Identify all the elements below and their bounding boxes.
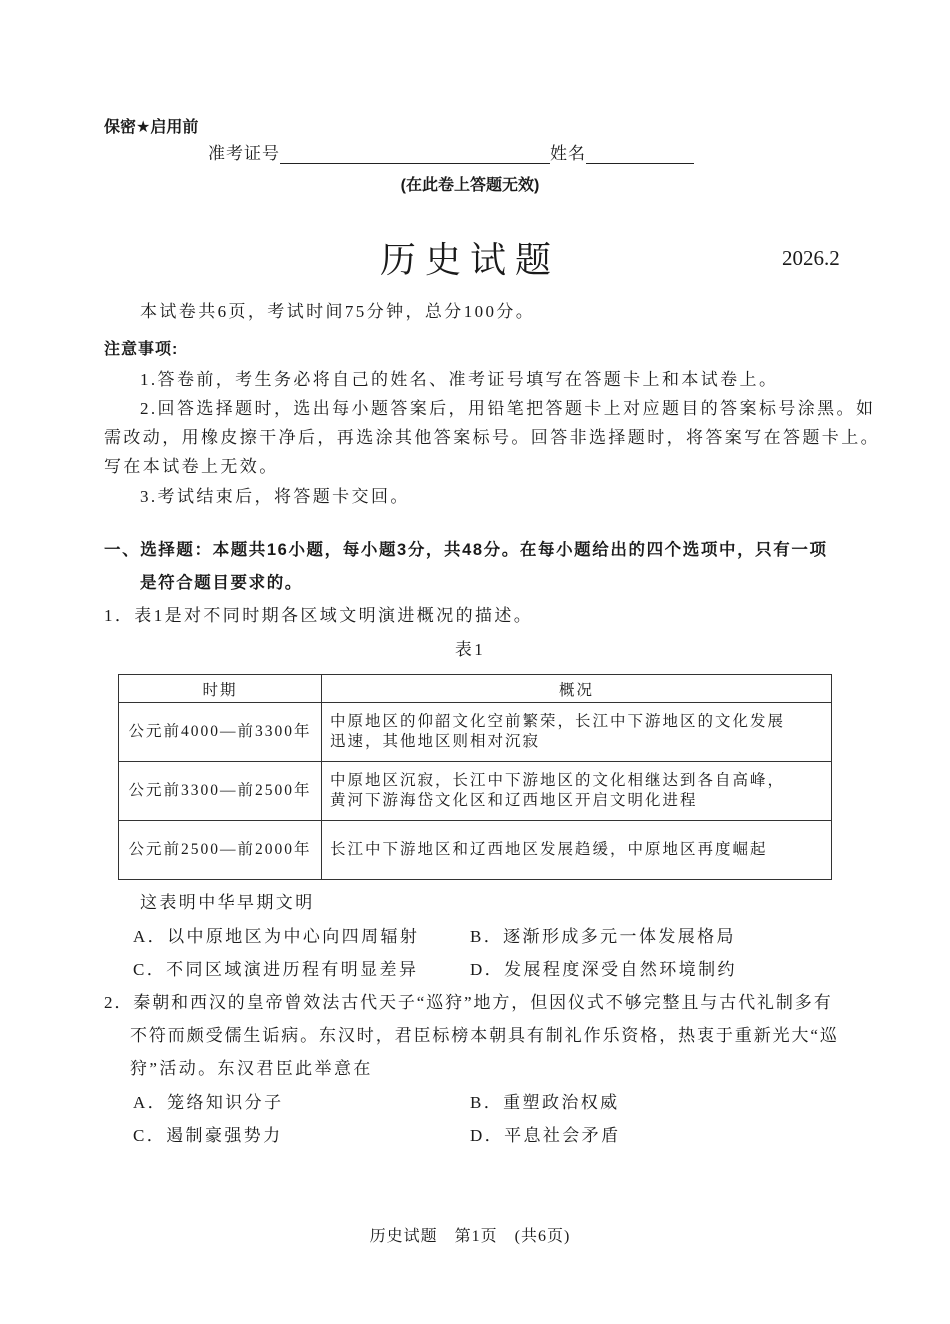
table-row <box>119 703 832 762</box>
name-label: 姓名 <box>550 144 586 163</box>
note-line: 写在本试卷上无效。 <box>104 457 279 476</box>
table-caption: 表1 <box>454 640 486 659</box>
note-line: 2.回答选择题时，选出每小题答案后，用铅笔把答题卡上对应题目的答案标号涂黑。如 <box>140 399 876 418</box>
q1-option-a: A．以中原地区为中心向四周辐射 <box>133 927 420 946</box>
exam-id-row <box>208 144 694 164</box>
note-line: 需改动，用橡皮擦干净后，再选涂其他答案标号。回答非选择题时，将答案写在答题卡上。 <box>104 428 880 447</box>
overview-cell <box>322 821 832 880</box>
exam-id-blank <box>280 145 550 164</box>
page-footer: 历史试题 第1页 (共6页) <box>369 1228 571 1245</box>
period-cell: 公元前2500—前2000年 <box>119 821 322 880</box>
table-row <box>119 821 832 880</box>
table-header-row <box>119 675 832 703</box>
overview-line: 迅速，其他地区则相对沉寂 <box>330 733 541 750</box>
overview-cell <box>322 762 832 821</box>
q1-option-b: B．逐渐形成多元一体发展格局 <box>470 927 736 946</box>
exam-date: 2026.2 <box>782 246 840 270</box>
q2-option-d: D．平息社会矛盾 <box>470 1126 621 1145</box>
notes-heading: 注意事项: <box>104 341 179 358</box>
intro-text: 本试卷共6页，考试时间75分钟，总分100分。 <box>140 302 536 321</box>
q1-stem: 1．表1是对不同时期各区域文明演进概况的描述。 <box>104 606 534 625</box>
q2-stem-line: 狩”活动。东汉君臣此举意在 <box>130 1059 373 1078</box>
q2-stem-line: 2．秦朝和西汉的皇帝曾效法古代天子“巡狩”地方，但因仪式不够完整且与古代礼制多有 <box>104 993 833 1012</box>
q2-option-b: B．重塑政治权威 <box>470 1093 620 1112</box>
page-title: 历史试题 <box>379 239 560 280</box>
q1-question: 这表明中华早期文明 <box>140 893 315 912</box>
note-line: 3.考试结束后，将答题卡交回。 <box>140 487 410 506</box>
period-cell: 公元前4000—前3300年 <box>119 703 322 762</box>
overview-cell <box>322 703 832 762</box>
overview-line: 长江中下游地区和辽西地区发展趋缓，中原地区再度崛起 <box>330 841 768 858</box>
exam-id-label: 准考证号 <box>208 144 280 163</box>
overview-line: 黄河下游海岱文化区和辽西地区开启文明化进程 <box>330 792 698 809</box>
invalid-notice: (在此卷上答题无效) <box>400 177 540 194</box>
period-cell: 公元前3300—前2500年 <box>119 762 322 821</box>
section-heading-cont: 是符合题目要求的。 <box>140 574 303 592</box>
confidential-label: 保密★启用前 <box>104 119 199 136</box>
q1-option-d: D．发展程度深受自然环境制约 <box>470 960 737 979</box>
q2-option-a: A．笼络知识分子 <box>133 1093 284 1112</box>
table-row <box>119 762 832 821</box>
overview-line: 中原地区沉寂，长江中下游地区的文化相继达到各自高峰， <box>330 772 786 789</box>
header-period: 时期 <box>119 675 322 703</box>
q2-option-c: C．遏制豪强势力 <box>133 1126 283 1145</box>
q1-option-c: C．不同区域演进历程有明显差异 <box>133 960 419 979</box>
header-overview: 概况 <box>322 675 832 703</box>
q2-stem-line: 不符而颇受儒生诟病。东汉时，君臣标榜本朝具有制礼作乐资格，热衷于重新光大“巡 <box>130 1026 839 1045</box>
civilization-table <box>118 674 832 880</box>
section-heading: 一、选择题：本题共16小题，每小题3分，共48分。在每小题给出的四个选项中，只有一项 <box>104 541 828 559</box>
overview-line: 中原地区的仰韶文化空前繁荣，长江中下游地区的文化发展 <box>330 713 786 730</box>
note-line: 1.答卷前，考生务必将自己的姓名、准考证号填写在答题卡上和本试卷上。 <box>140 370 779 389</box>
name-blank <box>586 145 694 164</box>
